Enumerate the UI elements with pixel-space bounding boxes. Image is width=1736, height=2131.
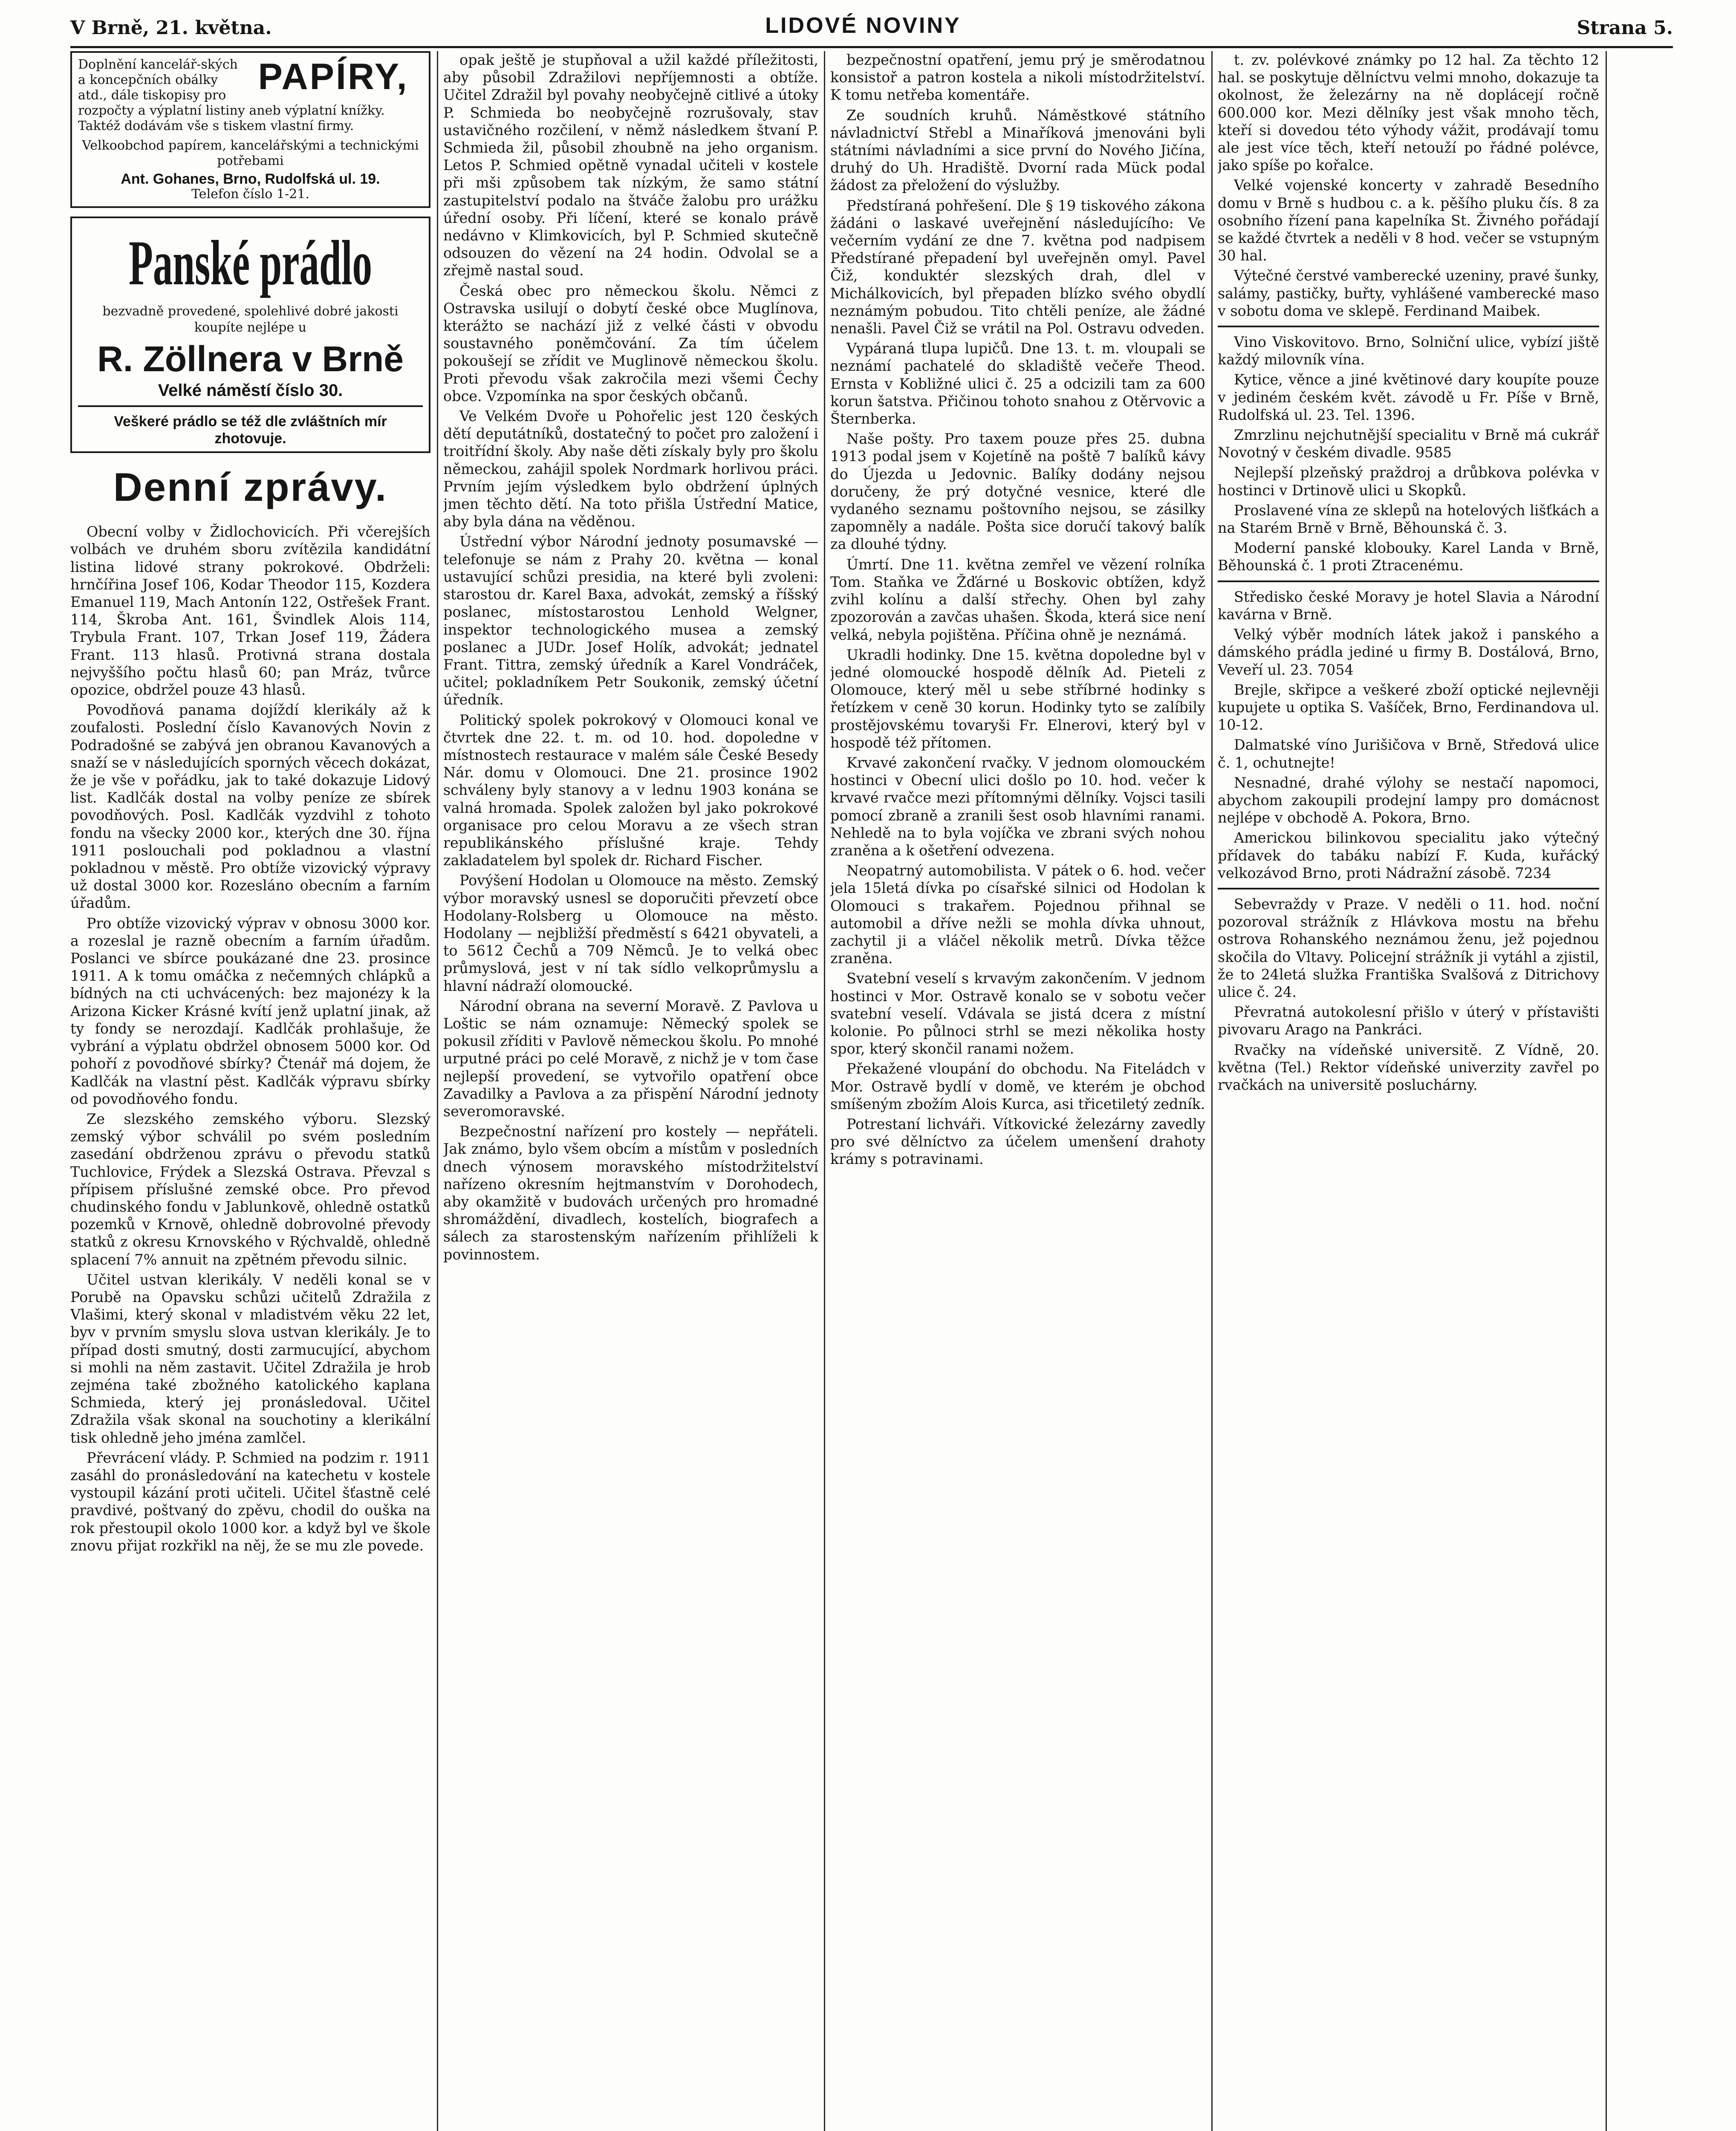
article: Potrestaní lichváři. Vítkovické železárny zavedly pro své dělníctvo za účelem umenšení drahoty krámy s potravinami.: [830, 1115, 1205, 1168]
article: Ve Velkém Dvoře u Pohořelic jest 120 českých dětí deputátníků, dostatečný to počet pro založení i troitřídní školy. Aby naše děti získaly byly pro školu německou, zahájil spolek Nordmark horlivou práci. Prvním jejím výsledkem bylo obdržení úplných jmen těchto dětí. Na toto přišla Ústřední Matice, aby byla dána na věděnou.: [443, 408, 818, 530]
advert-papiry-lead: Doplnění kancelář-ských a koncepčních: [78, 57, 238, 87]
newspaper-title: LIDOVÉ NOVINY: [765, 13, 961, 38]
advert: Velké vojenské koncerty v zahradě Besedního domu v Brně s hudbou c. a k. pěšího pluku čís. 8 za osobního řízení pana kapelníka St. Živného pořádají se každé čtvrtek a neděli v 8 hod. večer se vstupným 30 hal.: [1218, 177, 1599, 264]
article: Krvavé zakončení rvačky. V jednom olomouckém hostinci v Obecní ulici došlo po 10. hod. večer k krvavé rvačce mezi přítomnými dělníky. Vojsci tasili pomocí zbraně a zranili šest osob hlavními ranami. Nehledě na to byla vojíčka ve zbrani svých nohou zraněna a k ošetření odvezena.: [830, 754, 1205, 859]
column-2: [443, 51, 818, 2131]
advert-papiry-line2: Velkoobchod papírem, kancelářskými a technickými potřebami: [82, 138, 419, 168]
column-4: [1218, 51, 1599, 2131]
article: Předstíraná pohřešení. Dle § 19 tiskového zákona žádáni o laskavé uveřejnění následujícího: Ve večerním vydání ze dne 7. května pod nadpisem Předstírané přepadení byl uveřejněn omyl. Pavel Čiž, konduktér slezských drah, dlel v Michálkovicích, byl přepaden blízko svého obydlí neznámým pobudou. Tito chtěli peníze, ale žádné nenašli. Pavel Čiž se vrátil na Pol. Ostravu odveden.: [830, 197, 1205, 337]
advert-papiry-body: obálky atd., dále tiskopisy pro rozpočty a výplatní listiny aneb výplatní knížky. Taktéž dodávám vše s tiskem vlastní firmy.: [78, 72, 385, 133]
article: Vypáraná tlupa lupičů. Dne 13. t. m. vloupali se neznámí pachatelé do skladiště večeře Theod. Ernsta v Kobližné ulici č. 25 a odcizili tam za 600 korun šatstva. Přičinou tohoto snahou z Otěrvovic a Šternberka.: [830, 340, 1205, 427]
article: Rvačky na vídeňské universitě. Z Vídně, 20. května (Tel.) Rektor vídeňské univerzity zavřel po rvačkách na universitě posluchárny.: [1218, 1041, 1599, 1093]
column-5-cropped: [1612, 51, 1670, 2131]
page-number: Strana 5.: [1577, 17, 1673, 39]
article: Neopatrný automobilista. V pátek o 6. hod. večer jela 15letá dívka po císařské silnici od Hodolan k Olomouci s trakařem. Pojednou přihnal se automobil a dříve nežli se mohla dívka uhnout, zachytil ji a vláčel několik metrů. Dívka těžce zraněna.: [830, 862, 1205, 967]
article: Česká obec pro německou školu. Němci z Ostravska usilují o dobytí české obce Muglínova, kterážto se nachází již z velké části v obvodu soustavného poněmčování. Za tím účelem pokoušejí se zřídit ve Muglinově německou školu. Proti převodu však zakročila mezi všemi Čechy obce. Vzpomínka na spor českých občanů.: [443, 282, 818, 404]
article: Učitel ustvan klerikály. V neděli konal se v Porubě na Opavsku schůzi učitelů Zdražila z Vlašimi, který skonal v mladistvém věku 22 let, byv v prvním smyslu slova ustvan klerikály. Je to případ dosti smutný, dosti zarmucující, abychom si mohli na něm zastavit. Učitel Zdražila je hrob zejména také zbožného katolického kaplana Schmieda, který jej pronásledoval. Učitel Zdražila však skonal na souchotiny a klerikální tisk ohledně jeho jména zamlčel.: [70, 1271, 430, 1446]
article: bezpečnostní opatření, jemu prý je směrodatnou konsistoř a patron kostela a nikoli místodržitelství. K tomu netřeba komentáře.: [830, 52, 1205, 104]
advert: Proslavené vína ze sklepů na hotelových lišťkách a na Starém Brně v Brně, Běhounská č. 3.: [1218, 502, 1599, 537]
article: t. zv. polévkové známky po 12 hal. Za těchto 12 hal. se poskytuje dělníctvu velmi mnoho, dokazuje ta okolnost, že železárny na ně doplácejí ročně 600.000 kor. Mezi dělníky jest však mnoho těch, kteří si dovedou této výhody vážit, prodávají tomu ale jest více těch, kteří netouží po řádné polévce, jako spíše po kořalce.: [1218, 52, 1599, 174]
article: Povýšení Hodolan u Olomouce na město. Zemský výbor moravský usnesl se doporučiti převzetí obce Hodolany-Rolsberg u Olomouce na město. Hodolany — nejbližší předměstí s 6421 obyvateli, a to 5612 Čechů a 709 Němců. Je to velká obec průmyslová, jest v ní tak sídlo velkoprůmyslu a hlavní nádraží olomoucké.: [443, 872, 818, 994]
advert-papiry-word: PAPÍRY,: [258, 56, 409, 97]
article: Politický spolek pokrokový v Olomouci konal ve čtvrtek dne 22. t. m. od 10. hod. dopoledne v místnostech restaurace v malém sále České Besedy Nár. domu v Olomouci. Dne 21. prosince 1902 schváleny byly stanovy a v lednu 1903 konána se valná hromada. Spolek založen byl jako pokrokové organisace pro celou Moravu a ze všech stran republikánského příslušné kraje. Tehdy zakladatelem byl spolek dr. Richard Fischer.: [443, 711, 818, 869]
column-rule: [1211, 51, 1213, 2131]
column-3: [830, 51, 1205, 2131]
advert-pradlo: [70, 217, 430, 453]
article: Ze soudních kruhů. Náměstkové státního návladnictví Střebl a Minaříková jmenováni byli státními návladními a sice první do Nového Jičína, druhý do Uh. Hradiště. Dvorní rada Mück podal žádost za přeložení do výslužby.: [830, 107, 1205, 194]
column-rule: [437, 51, 438, 2131]
advert: Moderní panské klobouky. Karel Landa v Brně, Běhounská č. 1 proti Ztracenému.: [1218, 540, 1599, 574]
section-title: Denní zprávy.: [113, 465, 388, 510]
article: Převratná autokolesní přišlo v úterý v přístavišti pivovaru Arago na Pankráci.: [1218, 1004, 1599, 1038]
article: Převrácení vlády. P. Schmied na podzim r. 1911 zasáhl do pronásledování na katechetu v kostele vystoupil kázání proti učiteli. Učitel šťastně celé pravdivé, poštvaný do zpěvu, chodil do ouška na rok přestoupil okolo 1000 kor. a když byl ve škole znovu přijat rozkřikl na něj, že se mu zle povede.: [70, 1449, 430, 1554]
article: Překažené vloupání do obchodu. Na Fiteládch v Mor. Ostravě bydlí v domě, ve kterém je obchod smíšeným zbožím Alois Kurca, asi třicetiletý zedník.: [830, 1060, 1205, 1112]
article: Sebevraždy v Praze. V neděli o 11. hod. noční pozoroval strážník z Hlávkova mostu na břehu ostrova Rohanského neznámou ženu, jež pojednou skočila do Vltavy. Policejní strážník ji vytáhl a zjistil, že to 24letá služka Františka Svalšová z Ditrichovy ulice č. 24.: [1218, 895, 1599, 1000]
advert: Výtečné čerstvé vamberecké uzeniny, pravé šunky, salámy, pastičky, buřty, vyhlášené vamberecké maso v sobotu doma ve sklepě. Ferdinand Maibek.: [1218, 267, 1599, 319]
article: Ukradli hodinky. Dne 15. května dopoledne byl v jedné olomoucké hospodě dělník Ad. Pieteli z Olomouce, který měl u sebe stříbrné hodinky s řetízkem v ceně 30 korun. Hodinky tyto se zalíbily prostějovskému tovaryši Fr. Elnerovi, který byl v hospodě též přítomen.: [830, 646, 1205, 751]
advert-pradlo-title: Panské prádlo: [128, 228, 373, 298]
article: Bezpečnostní nařízení pro kostely — nepřáteli. Jak známo, bylo všem obcím a místům v posledních dnech výnosem moravského místodržitelství nařízeno okresním hejtmanstvím v Dorohodech, aby okamžitě v budovách určených pro hromadné shromáždění, divadlech, kostelích, biografech a sálech za starostenským nařízením přihlíželi k povinnostem.: [443, 1123, 818, 1263]
column-rule: [1606, 51, 1607, 2131]
article: Povodňová panama dojíždí klerikály až k zoufalosti. Poslední číslo Kavanových Novin z Podradošné se zabývá jen obranou Kavanových a snaží se v následujících sporných věcech dokázat, že je vše v pořádku, jak to také dokazuje Lidový list. Kadlčák dostal na volby peníze ze sbírek povodňových. Posl. Kadlčák vyzdvihl z tohoto fondu na všecky 2000 kor., kterých dne 30. října 1911 poslouchali pod pokladnou a vlastní pokladnou v městě. Pro obtíže vizovický výpravy už dostal 3000 kor. Rozesláno obecním a farním úřadům.: [70, 702, 430, 912]
advert-pradlo-note: Veškeré prádlo se též dle zvláštních mír zhotovuje.: [114, 413, 387, 447]
date-line: V Brně, 21. května.: [70, 17, 272, 39]
article: Ústřední výbor Národní jednoty posumavské — telefonuje se nám z Prahy 20. května — konal ustavující schůzi presidia, na které byli zvoleni: starostou dr. Karel Baxa, advokát, zemský a říšský poslanec, místostarostou Lenhold Welgner, inspektor technologického musea a zemský poslanec a JUDr. Josef Holík, advokát; jednatel Frant. Tittra, zemský úředník a Karel Vondráček, učitel; pokladníkem Petr Soukonik, zemský účetní úředník.: [443, 533, 818, 708]
advert: Dalmatské víno Jurišičova v Brně, Středová ulice č. 1, ochutnejte!: [1218, 736, 1599, 771]
article: Pro obtíže vizovický výprav v obnosu 3000 kor. a rozeslal je razně obecním a farním úřadům. Poslanci ve sbírce poukázané dne 23. prosince 1911. A k tomu omáčka z nečemných chlápků a bídných na cti uchvácených: bez majonézy k la Arizona Kicker Krásné kvítí jenž uplatní jinak, až ty fondy se nerozdají. Kadlčák prohlašuje, že vybrání a výplatu obdržel obnosem 5000 kor. Od pohoří z povodňové sbírky? Čtenář má dojem, že Kadlčák na vlastní pěst. Kadlčák výpravu sbírky od povodňového fondu.: [70, 915, 430, 1107]
divider: [78, 405, 423, 407]
advert: Nejlepší plzeňský praždroj a drůbkova polévka v hostinci v Drtinově ulici u Skopků.: [1218, 464, 1599, 499]
advert: Brejle, skřipce a veškeré zboží optické nejlevněji kupujete u optika S. Vašíček, Brno, Ferdinandova ul. 10-12.: [1218, 681, 1599, 733]
divider: [1218, 888, 1599, 889]
article: opak ještě je stupňoval a užil každé příležitosti, aby působil Zdražilovi nepříjemnosti a obtíže. Učitel Zdražil byl povahy neobyčejně citlivé a útoky P. Schmieda bo neobyčejně rozrušovaly, stav ustavičného rozčilení, v němž následkem štvaní P. Schmieda žil, působil zhoubně na jeho organism. Letos P. Schmied opětně vynadal učiteli v kostele při mši způsobem tak nízkým, že samo státní zastupitelství podalo na štváče žalobu pro urážku úřední osoby. Při líčení, které se konalo právě nedávno v Klimkovicích, byl P. Schmied skutečně odsouzen do vězení na 24 hodin. Odvolal se a zřejmě nastal soud.: [443, 52, 818, 279]
article: Naše pošty. Pro taxem pouze přes 25. dubna 1913 podal jsem v Kojetíně na poště 7 balíků kávy do Újezda u Jedovnic. Balíky dodány nejsou doručeny, že prý dotyčné vesnice, které dle vydaného seznamu poštovního nejsou, se zásilky zapomněly a nadále. Pošta sice doručí takový balík za dlouhé týdny.: [830, 430, 1205, 553]
divider: [1218, 580, 1599, 582]
article: Obecní volby v Židlochovicích. Při včerejších volbách ve druhém sboru zvítězila kandidátní listina lidové strany pokrokové. Obdrželi: hrnčířina Josef 106, Kodar Theodor 115, Kozdera Emanuel 119, Mach Antonín 122, Ostřešek Frant. 114, Škroba Ant. 161, Švindlek Alois 114, Trybula Frant. 107, Trkan Josef 119, Žádera Frant. 113 hlasů. Protivná strana dostala nejvyššího počtu hlasů 60; pan Mráz, tvůrce opozice, obdržel pouze 43 hlasů.: [70, 523, 430, 699]
page-header: [70, 8, 1673, 48]
advert-pradlo-address: Velké náměstí číslo 30.: [158, 381, 343, 400]
advert-pradlo-firm: R. Zöllnera v Brně: [97, 339, 404, 379]
column-1: [70, 51, 430, 2131]
divider: [1218, 326, 1599, 327]
advert-papiry: [70, 51, 430, 208]
advert: Americkou bilinkovou specialitu jako výtečný přídavek do tabáku nabízí F. Kuda, kuřácký velkozávod Brno, proti Nádražní zásobě. 7234: [1218, 829, 1599, 881]
column-rule: [824, 51, 825, 2131]
article: Národní obrana na severní Moravě. Z Pavlova u Loštic se nám oznamuje: Německý spolek se pokusil zříditi v Pavlově německou školu. Po mnohé urputné práci po celé Moravě, z nichž je v tom čase nejlepší provedení, se vytvořilo opatření obce Zavadilky a Pavlova a za přispění Národní jednoty severomoravské.: [443, 997, 818, 1120]
advert-pradlo-sub: bezvadně provedené, spolehlivé dobré jakosti koupíte nejlépe u: [102, 304, 399, 335]
advert: Velký výběr modních látek jakož i panského a dámského prádla jediné u firmy B. Dostálová, Brno, Veveří ul. 23. 7054: [1218, 626, 1599, 678]
article: Ze slezského zemského výboru. Slezský zemský výbor schválil po svém posledním zasedání obdrženou zprávu o převodu statků Tuchlovice, Frýdek a Slezská Ostrava. Převzal s přípisem příslušné zemské obce. Pro převod chudinského fondu v Jablunkově, ohledně ostatků pozemků v Krnově, ohledně dobrovolné převody statků z okresu Krnovského v Rýchvaldě, ohledně splacení 7% annuit na zpětném převodu silnic.: [70, 1110, 430, 1268]
advert: Kytice, věnce a jiné květinové dary koupíte pouze v jediném českém květ. závodě u Fr. Píše v Brně, Rudolfská ul. 23. Tel. 1396.: [1218, 371, 1599, 423]
advert: Zmrzlinu nejchutnější specialitu v Brně má cukrář Novotný v českém divadle. 9585: [1218, 427, 1599, 461]
advert: Vino Viskovitovo. Brno, Solniční ulice, vybízí jiště každý milovník vína.: [1218, 334, 1599, 368]
advert: Nesnadné, drahé výlohy se nestačí napomoci, abychom zakoupili prodejní lampy pro domácnost nejlépe v obchodě A. Pokora, Brno.: [1218, 774, 1599, 826]
article: Úmrtí. Dne 11. května zemřel ve vězení rolníka Tom. Staňka ve Žďárné u Boskovic obtížen, když zvihl kolínu a další střechy. Ohen byl zahy zpozorován a zavčas uhašen. Škoda, která sice není velká, nebyla pojištěna. Příčina ohně je neznámá.: [830, 556, 1205, 643]
advert-papiry-phone: Telefon číslo 1-21.: [191, 187, 309, 202]
advert-papiry-firm: Ant. Gohanes, Brno, Rudolfská ul. 19.: [121, 171, 380, 187]
advert: Středisko české Moravy je hotel Slavia a Národní kavárna v Brně.: [1218, 588, 1599, 623]
article: Svatební veselí s krvavým zakončením. V jednom hostinci v Mor. Ostravě konalo se v sobotu večer svatební veselí. Vdávala se jistá dcera z místní kolonie. Po půlnoci strhl se mezi několika hosty spor, který skončil ranami nožem.: [830, 970, 1205, 1057]
